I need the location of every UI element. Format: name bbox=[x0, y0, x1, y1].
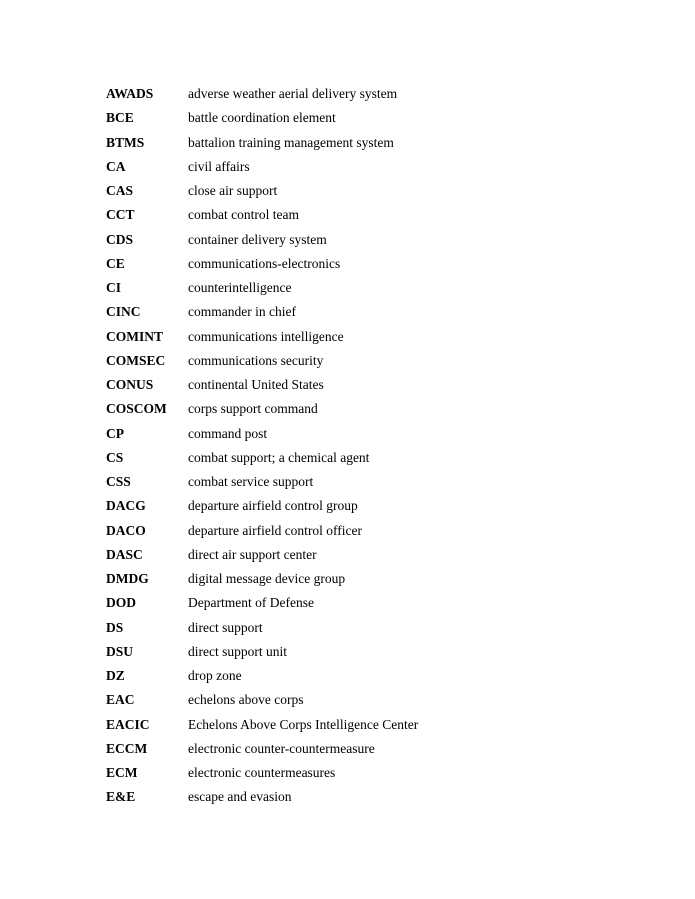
glossary-entry bbox=[106, 205, 626, 229]
glossary-entry bbox=[106, 133, 626, 157]
glossary-abbreviation: DZ bbox=[106, 668, 125, 683]
glossary-abbreviation: COMSEC bbox=[106, 352, 166, 368]
glossary-definition: Echelons Above Corps Intelligence Center bbox=[188, 716, 419, 732]
glossary-definition: container delivery system bbox=[188, 231, 327, 247]
glossary-definition: departure airfield control officer bbox=[188, 522, 363, 538]
glossary-abbreviation: CS bbox=[106, 449, 124, 465]
glossary-abbreviation: DOD bbox=[106, 595, 136, 611]
glossary-abbreviation: E&E bbox=[106, 789, 136, 805]
glossary-abbreviation: DMDG bbox=[106, 571, 149, 586]
glossary-entry bbox=[106, 739, 626, 763]
glossary-entry bbox=[106, 278, 626, 302]
glossary-abbreviation: CP bbox=[106, 425, 124, 441]
glossary-definition: close air support bbox=[188, 183, 278, 198]
glossary-entry bbox=[106, 230, 626, 254]
glossary-entry bbox=[106, 787, 626, 811]
glossary-definition: Department of Defense bbox=[188, 595, 314, 611]
glossary-entry bbox=[106, 593, 626, 617]
glossary-definition: combat support; a chemical agent bbox=[188, 449, 370, 465]
glossary-entry bbox=[106, 327, 626, 351]
glossary-definition: battle coordination element bbox=[188, 110, 336, 126]
glossary-abbreviation: DACO bbox=[106, 522, 146, 538]
glossary-entry bbox=[106, 108, 626, 132]
glossary-entry bbox=[106, 715, 626, 739]
glossary-definition: counterintelligence bbox=[188, 280, 292, 295]
glossary-abbreviation: CCT bbox=[106, 207, 135, 223]
glossary-entry bbox=[106, 424, 626, 448]
glossary-abbreviation: CDS bbox=[106, 231, 134, 247]
glossary-abbreviation: CA bbox=[106, 158, 126, 174]
glossary-definition: drop zone bbox=[188, 668, 242, 683]
glossary-abbreviation: BTMS bbox=[106, 134, 145, 150]
glossary-abbreviation: COMINT bbox=[106, 328, 163, 344]
glossary-definition: communications-electronics bbox=[188, 255, 341, 271]
glossary-abbreviation: CSS bbox=[106, 474, 131, 489]
glossary-entry bbox=[106, 545, 626, 569]
glossary-entry bbox=[106, 642, 626, 666]
glossary-abbreviation: DASC bbox=[106, 546, 143, 562]
glossary-abbreviation: DSU bbox=[106, 643, 134, 659]
glossary-definition: electronic countermeasures bbox=[188, 765, 336, 780]
glossary-entry bbox=[106, 399, 626, 423]
glossary-entry bbox=[106, 666, 626, 690]
glossary-definition: direct air support center bbox=[188, 546, 317, 562]
glossary-entry bbox=[106, 84, 626, 108]
glossary-definition: escape and evasion bbox=[188, 789, 292, 805]
glossary-definition: departure airfield control group bbox=[188, 498, 358, 514]
glossary-entry bbox=[106, 690, 626, 714]
glossary-definition: battalion training management system bbox=[188, 134, 394, 150]
glossary-list bbox=[106, 84, 626, 812]
glossary-definition: commander in chief bbox=[188, 304, 296, 320]
glossary-entry bbox=[106, 157, 626, 181]
glossary-definition: civil affairs bbox=[188, 158, 250, 174]
glossary-abbreviation: CAS bbox=[106, 183, 134, 198]
glossary-abbreviation: EACIC bbox=[106, 716, 150, 732]
glossary-abbreviation: COSCOM bbox=[106, 401, 167, 417]
glossary-definition: direct support unit bbox=[188, 643, 287, 659]
glossary-abbreviation: BCE bbox=[106, 110, 134, 126]
glossary-definition: echelons above corps bbox=[188, 692, 304, 708]
glossary-entry bbox=[106, 763, 626, 787]
glossary-definition: combat control team bbox=[188, 207, 299, 223]
glossary-entry bbox=[106, 569, 626, 593]
glossary-entry bbox=[106, 302, 626, 326]
glossary-abbreviation: CI bbox=[106, 280, 122, 295]
glossary-definition: electronic counter-countermeasure bbox=[188, 740, 375, 756]
glossary-entry bbox=[106, 351, 626, 375]
glossary-definition: corps support command bbox=[188, 401, 318, 417]
glossary-abbreviation: CONUS bbox=[106, 377, 154, 392]
glossary-entry bbox=[106, 472, 626, 496]
glossary-entry bbox=[106, 521, 626, 545]
glossary-abbreviation: DACG bbox=[106, 498, 146, 514]
glossary-abbreviation: AWADS bbox=[106, 86, 154, 101]
glossary-abbreviation: ECCM bbox=[106, 740, 148, 756]
glossary-definition: communications security bbox=[188, 352, 324, 368]
glossary-entry bbox=[106, 496, 626, 520]
glossary-definition: digital message device group bbox=[188, 571, 346, 586]
glossary-abbreviation: CINC bbox=[106, 304, 141, 320]
glossary-entry bbox=[106, 448, 626, 472]
glossary-definition: combat service support bbox=[188, 474, 314, 489]
glossary-entry bbox=[106, 181, 626, 205]
glossary-entry bbox=[106, 618, 626, 642]
glossary-definition: communications intelligence bbox=[188, 328, 344, 344]
glossary-definition: direct support bbox=[188, 619, 263, 635]
glossary-abbreviation: ECM bbox=[106, 765, 138, 780]
glossary-entry bbox=[106, 375, 626, 399]
glossary-entry bbox=[106, 254, 626, 278]
glossary-definition: adverse weather aerial delivery system bbox=[188, 86, 398, 101]
glossary-abbreviation: EAC bbox=[106, 692, 135, 708]
glossary-definition: continental United States bbox=[188, 377, 324, 392]
glossary-abbreviation: CE bbox=[106, 255, 125, 271]
glossary-definition: command post bbox=[188, 425, 268, 441]
glossary-abbreviation: DS bbox=[106, 619, 124, 635]
